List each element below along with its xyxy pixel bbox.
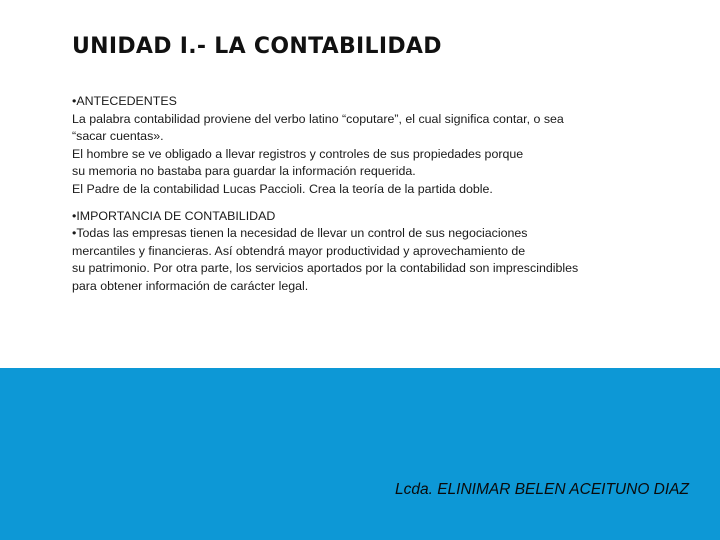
paragraph-line: su patrimonio. Por otra parte, los servicios aportados por la contabilidad son imprescindibles [72,261,579,276]
paragraph-line: su memoria no bastaba para guardar la información requerida. [72,164,416,179]
paragraph-line: El hombre se ve obligado a llevar registros y controles de sus propiedades porque [72,146,524,161]
paragraph-line: para obtener información de carácter legal. [72,278,309,293]
slide-body [72,93,662,296]
paragraph-line: La palabra contabilidad proviene del verbo latino “coputare”, el cual significa contar, o sea [72,111,564,126]
section-heading-antecedentes: •ANTECEDENTES [72,94,177,108]
section-heading-importancia: •IMPORTANCIA DE CONTABILIDAD [72,208,276,223]
paragraph-line: •Todas las empresas tienen la necesidad de llevar un control de sus negociaciones [72,226,528,241]
section-spacer [72,199,662,208]
paragraph-line: “sacar cuentas». [72,129,164,144]
slide-title: UNIDAD I.- LA CONTABILIDAD [72,34,442,59]
section-antecedentes [72,93,662,199]
author-credit: Lcda. ELINIMAR BELEN ACEITUNO DIAZ [394,481,689,498]
section-importancia [72,208,662,296]
paragraph-line: mercantiles y financieras. Así obtendrá mayor productividad y aprovechamiento de [72,243,526,258]
paragraph-line: El Padre de la contabilidad Lucas Paccioli. Crea la teoría de la partida doble. [72,181,493,196]
footer-band [0,368,720,540]
